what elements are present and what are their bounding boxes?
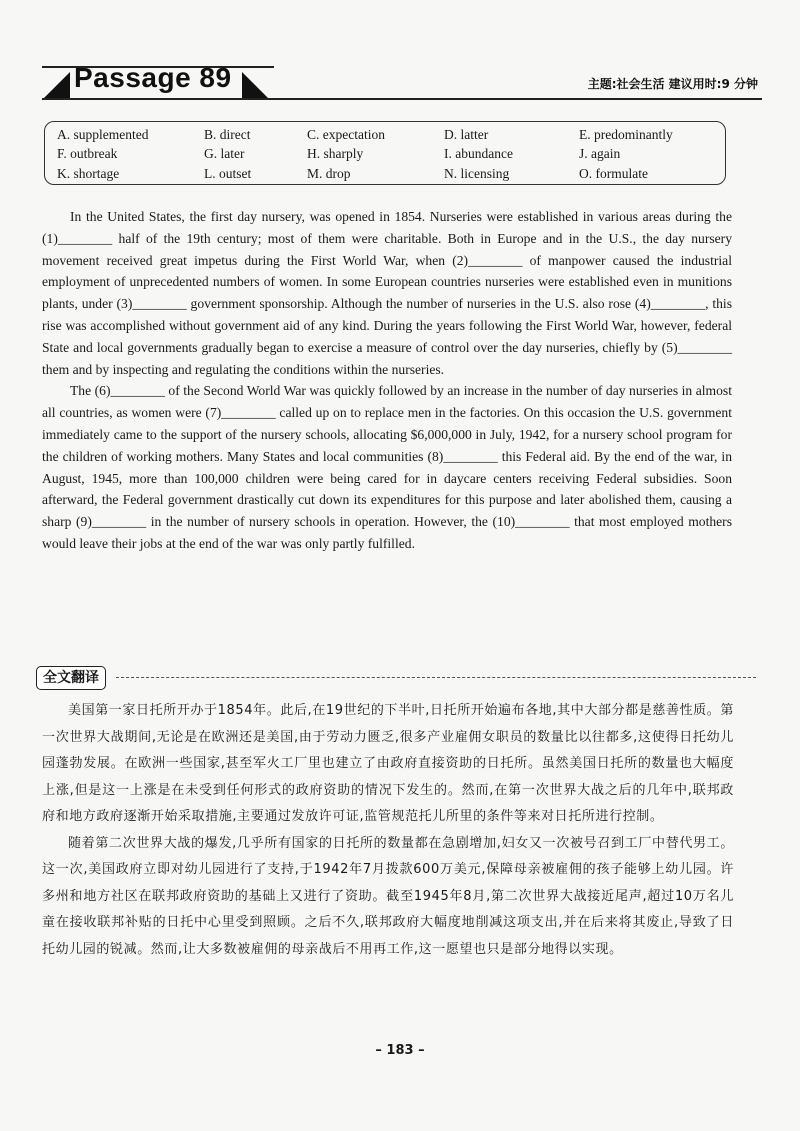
passage-header	[42, 58, 762, 102]
word-option: C. expectation	[307, 126, 385, 142]
word-bank-row	[57, 145, 713, 165]
word-option: F. outbreak	[57, 146, 118, 162]
word-option: K. shortage	[57, 165, 120, 181]
word-option: O. formulate	[579, 165, 648, 181]
page-number: – 183 –	[375, 1043, 425, 1058]
passage-paragraph-1: In the United States, the first day nursery, was opened in 1854. Nurseries were established in various areas during the (1)________ half of the 19th century; most of them were charitable. Both in Europe and in the U.S., the day nursery movement received great impetus during the First World War, when (2)________ of manpower caused the industrial employment of unprecedented numbers of women. In some European countries nurseries were established even in munitions plants, under (3)________ government sponsorship. Although the number of nurseries in the U.S. also rose (4)________, this rise was accomplished without government aid of any kind. During the years following the First World War, however, federal State and local governments gradually began to exercise a measure of control over the day nurseries, chiefly by (5)________ them and by inspecting and regulating the conditions within the nurseries.	[42, 209, 732, 377]
word-option: J. again	[579, 146, 621, 162]
word-option: B. direct	[204, 126, 251, 142]
translation-header	[36, 666, 736, 690]
word-option: G. later	[204, 146, 245, 162]
triangle-left-icon	[44, 72, 70, 98]
translation-label: 全文翻译	[36, 666, 106, 690]
passage-paragraph-2: The (6)________ of the Second World War was quickly followed by an increase in the number of day nurseries in almost all countries, as women were (7)________ called up on to replace men in the factories. On this occasion the U.S. government immediately came to the support of the nursery schools, allocating $6,000,000 in July, 1942, for a nursery school program for the children of working mothers. Many States and local communities (8)________ this Federal aid. By the end of the war, in August, 1945, more than 100,000 children were being cared for in daycare centers receiving Federal subsidies. Soon afterward, the Federal government drastically cut down its expenditures for this purpose and later abolished them, causing a sharp (9)________ in the number of nursery schools in operation. However, the (10)________ that most employed mothers would leave their jobs at the end of the war was only partly fulfilled.	[42, 383, 732, 551]
word-option: I. abundance	[444, 146, 513, 162]
word-bank-row	[57, 164, 713, 184]
word-option: N. licensing	[444, 165, 510, 181]
word-option: H. sharply	[307, 146, 364, 162]
translation-text	[42, 698, 734, 963]
header-underline	[42, 98, 762, 100]
passage-text	[42, 206, 732, 555]
translation-paragraph-1: 美国第一家日托所开办于1854年。此后,在19世纪的下半叶,日托所开始遍布各地,其中大部分都是慈善性质。第一次世界大战期间,无论是在欧洲还是美国,由于劳动力匮乏,很多产业雇佣女职员的数量比以往都多,这使得日托幼儿园蓬勃发展。在欧洲一些国家,甚至军火工厂里也建立了由政府直接资助的日托所。虽然美国日托所的数量也大幅度上涨,但是这一上涨是在未受到任何形式的政府资助的情况下发生的。然而,在第一次世界大战之后的几年中,联邦政府和地方政府逐渐开始采取措施,主要通过发放许可证,监管规范托儿所里的条件等来对日托所进行控制。	[42, 703, 734, 824]
word-option: L. outset	[204, 165, 252, 181]
word-option: E. predominantly	[579, 126, 673, 142]
triangle-right-icon	[242, 72, 268, 98]
word-bank	[44, 121, 726, 185]
word-option: M. drop	[307, 165, 351, 181]
dashed-divider	[116, 677, 756, 678]
word-bank-row	[57, 125, 713, 145]
translation-paragraph-2: 随着第二次世界大战的爆发,几乎所有国家的日托所的数量都在急剧增加,妇女又一次被号召到工厂中替代男工。这一次,美国政府立即对幼儿园进行了支持,于1942年7月拨款600万美元,保障母亲被雇佣的孩子能够上幼儿园。许多州和地方社区在联邦政府资助的基础上又进行了资助。截至1945年8月,第二次世界大战接近尾声,超过10万名儿童在接收联邦补贴的日托中心里受到照顾。之后不久,联邦政府大幅度地削减这项支出,并在后来将其废止,导致了日托幼儿园的锐减。然而,让大多数被雇佣的母亲战后不用再工作,这一愿望也只是部分地得以实现。	[42, 835, 734, 957]
topic-and-time: 主题:社会生活 建议用时:9 分钟	[587, 77, 758, 91]
passage-title: Passage 89	[74, 62, 232, 93]
word-option: D. latter	[444, 126, 489, 142]
word-option: A. supplemented	[57, 126, 149, 142]
